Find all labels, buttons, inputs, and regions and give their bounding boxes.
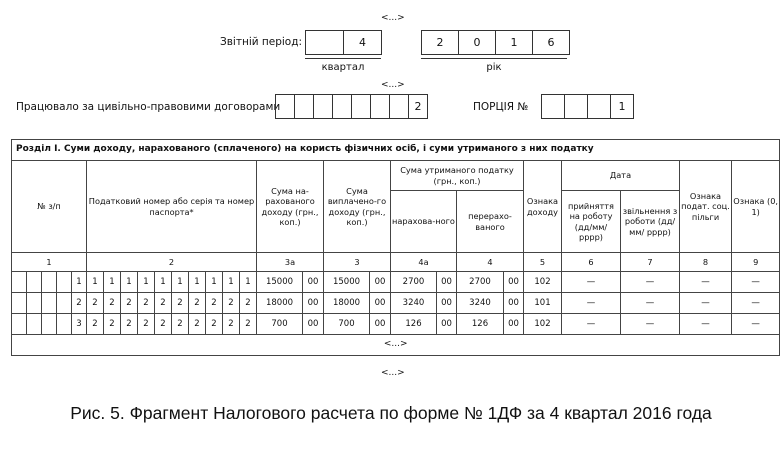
portion-digit (542, 95, 565, 118)
header-withheld-accrued: нарахова-ного (391, 191, 457, 253)
contracts-digit (276, 95, 295, 118)
row-no: 1 (72, 272, 87, 293)
portion-digit: 1 (618, 100, 626, 113)
contracts-digit (352, 95, 371, 118)
tax-id-digit: 2 (240, 314, 257, 335)
ellipsis-bottom: <...> (381, 368, 405, 378)
quarter-field[interactable] (305, 30, 382, 55)
ellipsis-period: <...> (381, 80, 405, 90)
table-row (12, 314, 780, 335)
withheld-transferred-amount: 126 (457, 314, 504, 335)
col-number: 6 (562, 253, 621, 272)
header-tax-id: Податковий номер або серія та номер паспорта* (87, 161, 257, 253)
income-sign: 102 (524, 314, 562, 335)
section-table (11, 139, 780, 356)
benefit-sign: — (680, 272, 732, 293)
tax-id-digit: 1 (172, 272, 189, 293)
tax-id-digit: 2 (240, 293, 257, 314)
contracts-field[interactable] (275, 94, 428, 119)
table-row (12, 293, 780, 314)
tax-id-digit: 1 (240, 272, 257, 293)
row-no: 3 (72, 314, 87, 335)
tax-id-digit: 1 (155, 272, 172, 293)
contracts-label: Працювало за цивільно-правовими договорами (16, 101, 281, 113)
withheld-transferred-kop: 00 (504, 272, 524, 293)
year-digit: 6 (547, 36, 555, 49)
col-number: 4а (391, 253, 457, 272)
section-title: Розділ І. Суми доходу, нарахованого (сплаченого) на користь фізичних осіб, і суми утриманого з них податку (12, 140, 780, 161)
header-sign01: Ознака (0, 1) (732, 161, 780, 253)
portion-label: ПОРЦІЯ № (473, 101, 529, 113)
paid-kop: 00 (370, 293, 391, 314)
withheld-transferred-amount: 2700 (457, 272, 504, 293)
tax-id-digit: 2 (206, 293, 223, 314)
tax-id-digit: 2 (155, 293, 172, 314)
paid-kop: 00 (370, 314, 391, 335)
tax-id-digit: 2 (104, 293, 121, 314)
col-number: 7 (621, 253, 680, 272)
contracts-digit (333, 95, 352, 118)
col-number: 3 (324, 253, 391, 272)
header-paid: Сума виплачено-го доходу (грн., коп.) (324, 161, 391, 253)
benefit-sign: — (680, 293, 732, 314)
tax-id-digit: 2 (87, 314, 104, 335)
tax-id-digit: 2 (138, 314, 155, 335)
col-number: 4 (457, 253, 524, 272)
sign01: — (732, 314, 780, 335)
header-no: № з/п (12, 161, 87, 253)
tax-id-digit: 2 (223, 293, 240, 314)
contracts-digit (295, 95, 314, 118)
tax-id-digit: 2 (172, 293, 189, 314)
accrued-kop: 00 (303, 314, 324, 335)
withheld-accrued-amount: 126 (391, 314, 437, 335)
tax-id-digit: 2 (87, 293, 104, 314)
tax-id-digit: 2 (155, 314, 172, 335)
contracts-digit (371, 95, 390, 118)
tax-id-digit: 1 (121, 272, 138, 293)
tax-id-digit: 1 (104, 272, 121, 293)
income-sign: 102 (524, 272, 562, 293)
portion-digit (565, 95, 588, 118)
hire-date: — (562, 314, 621, 335)
paid-amount: 15000 (324, 272, 370, 293)
col-number: 3а (257, 253, 324, 272)
withheld-accrued-kop: 00 (437, 293, 457, 314)
paid-amount: 18000 (324, 293, 370, 314)
sign01: — (732, 272, 780, 293)
header-benefit-sign: Ознака подат. соц. пільги (680, 161, 732, 253)
ellipsis-table: <...> (12, 335, 780, 356)
contracts-digit (390, 95, 409, 118)
tax-id-digit: 1 (189, 272, 206, 293)
header-accrued: Сума на-рахованого доходу (грн., коп.) (257, 161, 324, 253)
tax-id-digit: 2 (172, 314, 189, 335)
withheld-transferred-kop: 00 (504, 293, 524, 314)
tax-id-digit: 2 (121, 293, 138, 314)
tax-id-digit: 2 (189, 293, 206, 314)
quarter-digit (306, 31, 344, 54)
fire-date: — (621, 272, 680, 293)
withheld-transferred-kop: 00 (504, 314, 524, 335)
header-hire-date: прийняття на роботу (дд/мм/ рррр) (562, 191, 621, 253)
header-withheld: Сума утриманого податку (грн., коп.) (391, 161, 524, 191)
quarter-digit: 4 (359, 36, 366, 49)
tax-id-digit: 1 (138, 272, 155, 293)
withheld-accrued-amount: 3240 (391, 293, 437, 314)
fire-date: — (621, 314, 680, 335)
income-sign: 101 (524, 293, 562, 314)
benefit-sign: — (680, 314, 732, 335)
quarter-label: квартал (305, 58, 381, 73)
hire-date: — (562, 293, 621, 314)
tax-id-digit: 1 (206, 272, 223, 293)
hire-date: — (562, 272, 621, 293)
withheld-accrued-kop: 00 (437, 314, 457, 335)
fire-date: — (621, 293, 680, 314)
tax-id-digit: 2 (121, 314, 138, 335)
accrued-amount: 15000 (257, 272, 303, 293)
sign01: — (732, 293, 780, 314)
col-number: 8 (680, 253, 732, 272)
tax-id-digit: 2 (189, 314, 206, 335)
year-field[interactable] (421, 30, 570, 55)
row-no: 2 (72, 293, 87, 314)
withheld-accrued-kop: 00 (437, 272, 457, 293)
tax-id-digit: 2 (138, 293, 155, 314)
header-withheld-transferred: перерахо-ваного (457, 191, 524, 253)
paid-amount: 700 (324, 314, 370, 335)
portion-field[interactable] (541, 94, 634, 119)
col-number: 1 (12, 253, 87, 272)
accrued-amount: 18000 (257, 293, 303, 314)
tax-id-digit: 2 (104, 314, 121, 335)
tax-id-digit: 1 (223, 272, 240, 293)
year-digit: 0 (459, 31, 496, 54)
portion-digit (588, 95, 611, 118)
year-digit: 1 (496, 31, 533, 54)
col-number: 5 (524, 253, 562, 272)
accrued-kop: 00 (303, 293, 324, 314)
ellipsis-top: <...> (381, 13, 405, 23)
withheld-accrued-amount: 2700 (391, 272, 437, 293)
tax-id-digit: 1 (87, 272, 104, 293)
tax-id-digit: 2 (206, 314, 223, 335)
period-label: Звітній період: (220, 36, 303, 48)
header-income-sign: Ознака доходу (524, 161, 562, 253)
accrued-amount: 700 (257, 314, 303, 335)
header-date: Дата (562, 161, 680, 191)
tax-id-digit: 2 (223, 314, 240, 335)
table-row (12, 272, 780, 293)
paid-kop: 00 (370, 272, 391, 293)
contracts-digit: 2 (414, 100, 422, 113)
figure-caption: Рис. 5. Фрагмент Налогового расчета по форме № 1ДФ за 4 квартал 2016 года (70, 403, 712, 423)
withheld-transferred-amount: 3240 (457, 293, 504, 314)
col-number: 9 (732, 253, 780, 272)
header-fire-date: звільнення з роботи (дд/мм/ рррр) (621, 191, 680, 253)
col-number: 2 (87, 253, 257, 272)
accrued-kop: 00 (303, 272, 324, 293)
contracts-digit (314, 95, 333, 118)
year-label: рік (421, 58, 567, 73)
year-digit: 2 (422, 31, 459, 54)
